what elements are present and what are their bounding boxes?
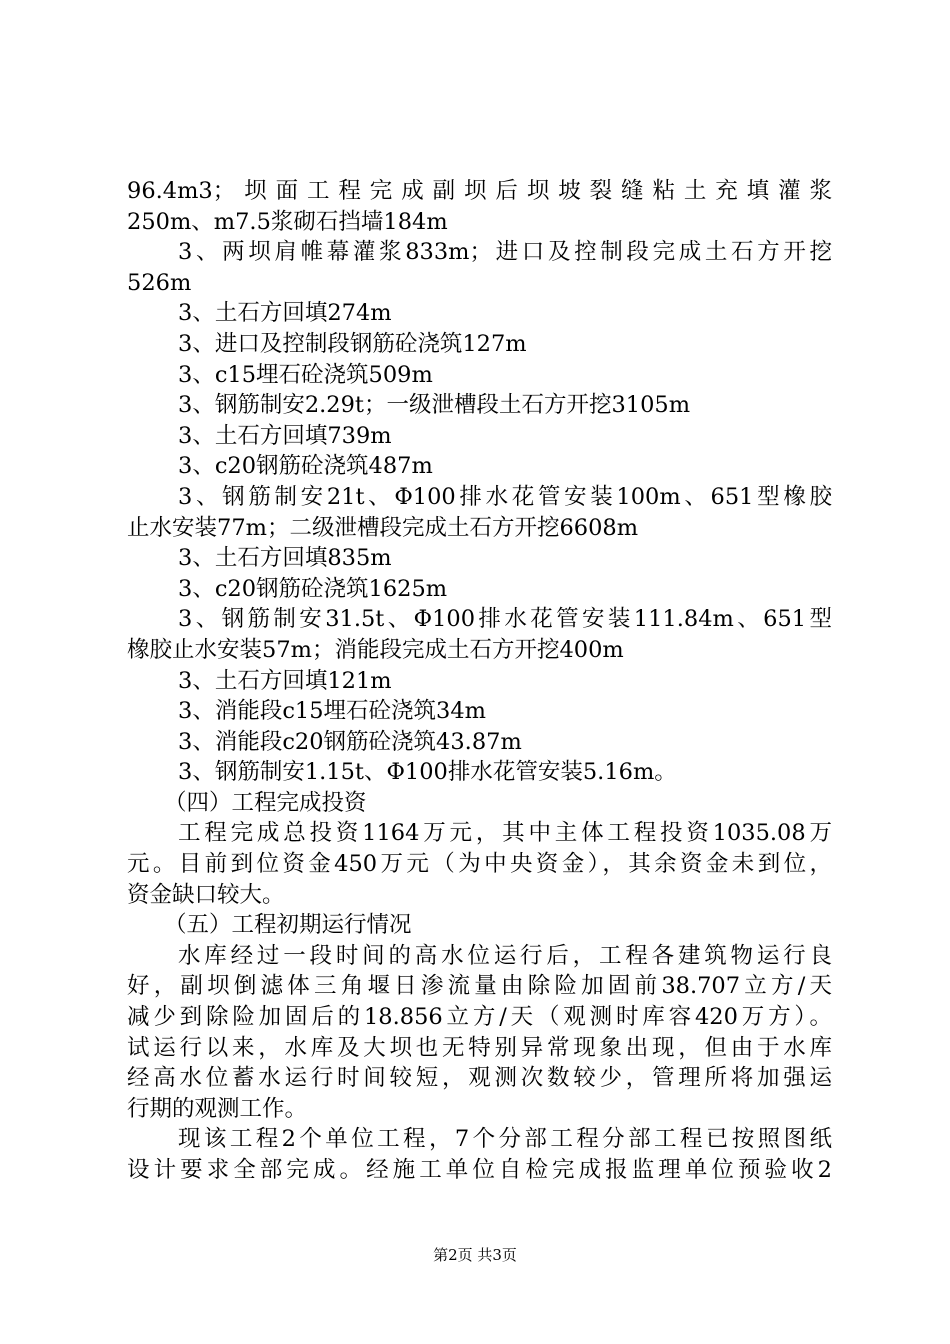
text-line: 3、c20钢筋砼浇筑1625m [178,575,448,602]
text-line: 设计要求全部完成。经施工单位自检完成报监理单位预验收2 [127,1157,832,1183]
text-line: 水库经过一段时间的高水位运行后，工程各建筑物运行良 [178,942,832,969]
text-line: 工程完成总投资1164万元，其中主体工程投资1035.08万 [178,820,832,847]
text-line: 止水安装77m；二级泄槽段完成土石方开挖6608m [127,514,639,541]
text-line: 3、进口及控制段钢筋砼浇筑127m [178,330,527,357]
text-line: 250m、m7.5浆砌石挡墙184m [127,208,448,235]
text-line: 3、钢筋制安31.5t、Φ100排水花管安装111.84m、651型 [178,606,832,633]
text-line: 资金缺口较大。 [127,881,285,908]
text-line: 经高水位蓄水运行时间较短，观测次数较少，管理所将加强运 [127,1065,832,1092]
text-line: 3、c15埋石砼浇筑509m [178,361,433,388]
text-line: 橡胶止水安装57m；消能段完成土石方开挖400m [127,636,624,663]
text-line: 3、c20钢筋砼浇筑487m [178,453,433,480]
section-heading: （四）工程完成投资 [164,789,367,816]
text-line: 减少到除险加固后的18.856立方/天（观测时库容420万方）。 [127,1004,832,1031]
text-line: 好，副坝倒滤体三角堰日渗流量由除险加固前38.707立方/天 [127,973,832,1000]
text-line: 96.4m3；坝面工程完成副坝后坝坡裂缝粘土充填灌浆 [127,178,832,204]
text-line: 3、土石方回填835m [178,545,392,572]
text-line: 3、两坝肩帷幕灌浆833m；进口及控制段完成土石方开挖 [178,239,832,266]
text-line: 元。目前到位资金450万元（为中央资金），其余资金未到位， [127,851,832,878]
text-line: 3、土石方回填121m [178,667,392,694]
text-line: 试运行以来，水库及大坝也无特别异常现象出现，但由于水库 [127,1034,832,1061]
text-line: 3、钢筋制安1.15t、Φ100排水花管安装5.16m。 [178,759,677,786]
text-line: 现该工程2个单位工程，7个分部工程分部工程已按照图纸 [178,1126,832,1153]
text-line: 3、土石方回填739m [178,422,392,449]
text-line: 行期的观测工作。 [127,1095,308,1122]
document-body [127,176,832,1186]
section-heading: （五）工程初期运行情况 [164,912,412,939]
text-line: 3、消能段c20钢筋砼浇筑43.87m [178,728,522,755]
text-line: 3、消能段c15埋石砼浇筑34m [178,698,487,725]
page-number-footer: 第2页 共3页 [433,1246,517,1264]
text-line: 3、土石方回填274m [178,300,392,327]
text-line: 3、钢筋制安21t、Φ100排水花管安装100m、651型橡胶 [178,483,832,510]
text-line: 3、钢筋制安2.29t；一级泄槽段土石方开挖3105m [178,392,691,419]
text-line: 526m [127,269,192,296]
